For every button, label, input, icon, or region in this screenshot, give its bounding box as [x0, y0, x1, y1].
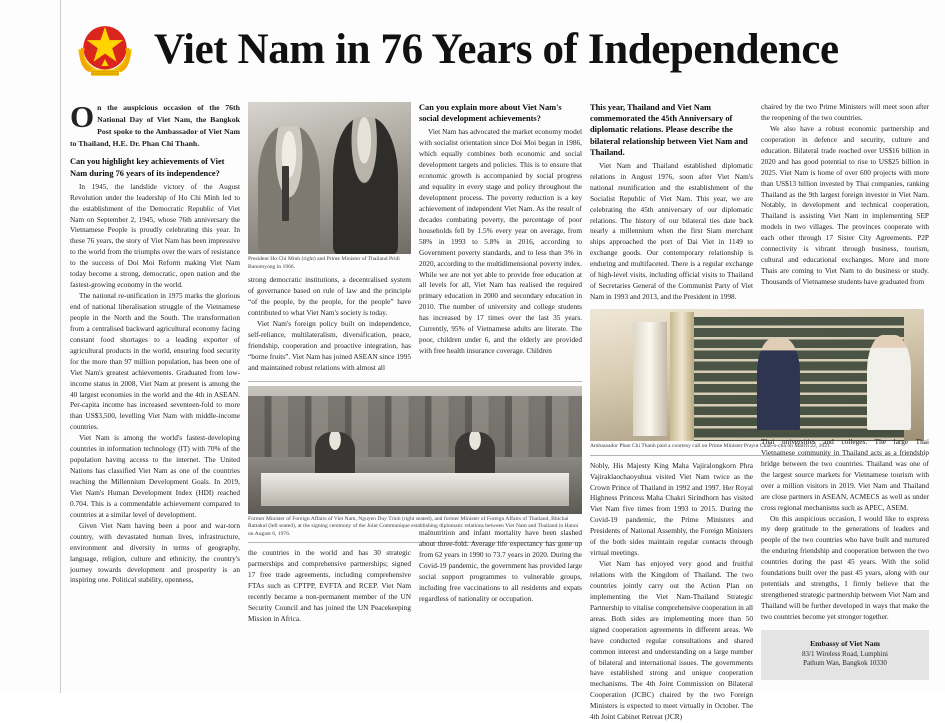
paragraph: the countries in the world and has 30 strategic partnerships and comprehensive partnerships; signed 17 free trade agreements, including comprehensive FTAs such as CPTPP, EVFTA and RCEP. Viet Nam recently became a non-permanent member of the UN Security Council and has joined the UN Peacekeeping Mission in Africa. — [248, 548, 411, 624]
embassy-address-line-1: 83/1 Wireless Road, Lumphini — [802, 649, 888, 658]
paragraph: The national re-unification in 1975 marks the glorious end of national liberalisation struggle of the Vietnamese people in the North and the South. The transformation from a centralised backward agricultural economy facing constant food shortages to a leading exporter of agricultural products in the world, ensuring food security for the more than 97 million population, has been one of Viet Nam's greatest achievements. Graduated from low-income status in 2008, Viet Nam at present is among the 40 largest economies in the world and the 4th in ASEAN. Per-capita income has increased seventeen-fold to more than US$3,500, levelling Viet Nam with middle-income countries. — [70, 291, 240, 432]
column-4 — [590, 102, 832, 722]
embassy-address-line-2: Pathum Wan, Bangkok 10330 — [803, 659, 887, 668]
figure-ho-chi-minh-pridi — [248, 102, 411, 271]
question-heading-3: This year, Thailand and Viet Nam commemorated the 45th Anniversary of diplomatic relations. Please describe the bilateral relationship between Viet Nam and Thailand. — [590, 103, 748, 157]
question-heading-1: Can you highlight key achievements of Viet Nam during 76 years of its independence? — [70, 157, 225, 178]
paragraph: malnutrition and infant mortality have been slashed about three-fold. Average life expectancy has gone up from 62 years in 1990 to 73.7 years in 2020. During the Covid-19 pandemic, the government has provided large social support programmes to vulnerable groups, including free vaccinations to all residents and expats regardless of nationality or occupation. — [419, 528, 582, 603]
vietnam-national-emblem-icon — [70, 17, 140, 87]
embassy-name: Embassy of Viet Nam — [810, 638, 880, 648]
intro-text: n the auspicious occasion of the 76th National Day of Viet Nam, the Bangkok Post spoke to the Ambassador of Viet Nam to Thailand, H.E. Dr. Phan Chi Thanh. — [70, 103, 240, 148]
column-3 — [419, 102, 582, 690]
paragraph: On this auspicious occasion, I would like to express my deep gratitude to the generations of leaders and people of the two countries who have built and nurtured the enduring friendship and cooperation between the two countries during the past 45 years. With the solid foundations built over the past 45 years, along with our potentials and strengths, I firmly believe that the strengthened strategic partnership between Viet Nam and Thailand will be further developed in ways that make the two countries become yet stronger together. — [761, 513, 929, 621]
paragraph: chaired by the two Prime Ministers will meet soon after the reopening of the two countries. — [761, 102, 929, 122]
paragraph: Viet Nam has advocated the market economy model with socialist orientation since Doi Moi began in 1986, which equally combines both economic and social development targets and policies. This is to ensure that economic growth is accompanied by social progress and equality in every stage and policy throughout the development process. The poverty reduction is a key achievement of independent Viet Nam. As the result of decades combating poverty, the percentage of poor households fell by 1.5% every year on average, from 58% in 1993 to 5.8% in 2016, according to Government poverty standards, and to less than 3% in 2020, according to the multidimensional poverty index. While we are not yet able to provide free education at all levels for all, Viet Nam has realised the required primary education in 2000 and secondary education in 2010. The number of university and college students has increased by 17 times over the last 35 years. Currently, 95% of Vietnamese adults are literate. The poor, children under 6, and the elderly are provided with free health insurance coverage. Children — [419, 127, 582, 356]
paragraph: We also have a robust economic partnership and cooperation in defence and security, culture and education. Bilateral trade reached over US$16 billion in 2020 and has good potential to rise to US$25 billion in 2025. Viet Nam is home of over 600 projects with more than US$13 billion invested by Thai companies, ranking Thailand as the 9th largest foreign investor in Viet Nam. Notably, in development and technical cooperation, Thailand is assisting Viet Nam in implementing SEP models in two villages. The provinces cooperate with each other through 17 Sister City Agreements. P2P connectivity is vibrant through business, tourism, cultural and educational exchanges. More and more Thais are coming to Viet Nam to do business or study. Thousands of Vietnamese students have graduated from — [761, 123, 929, 286]
masthead — [8, 4, 937, 102]
column-1 — [70, 99, 240, 690]
paragraph: Viet Nam has enjoyed very good and fruitful relations with the Kingdom of Thailand. The two countries jointly carry out the Action Plan on implementing the Viet Nam-Thailand Strategic Partnership to vitalise comprehensive cooperation in all areas. Both sides are implementing more than 50 signed cooperation agreements in different areas. We have conducted regular consultations and shared common interest and understanding on a large number of bilateral and international issues. The governments have established strong and unique cooperation mechanisms. The 4th Joint Commission on Bilateral Cooperation (JCBC) chaired by the two Foreign Ministers is expected to meet virtually in October. The 4th Joint Cabinet Retreat (JCR) — [590, 559, 753, 722]
paragraph: Given Viet Nam having been a poor and war-torn country, with devastated human lives, infrastructure, environment and diversity in terms of geography, language, religion, culture and ethnicity, the country's journey towards development and prosperity is an inspiring one. Political stability, openness, — [70, 520, 240, 585]
photo-ho-chi-minh-pridi — [248, 102, 411, 254]
drop-cap: O — [70, 99, 95, 134]
embassy-contact-box — [761, 630, 929, 681]
article-columns — [8, 99, 937, 722]
paragraph: Nobly, His Majesty King Maha Vajiralongkorn Phra Vajiraklaochaoyuhua visited Viet Nam twice as the Crown Prince of Thailand in 1992 and 1997. Her Royal Highness Princess Maha Chakri Sirindhorn has visited Viet Nam five times from 1993 to 2015. During the Covid-19 pandemic, the Prime Ministers and Presidents of National Assembly, the Foreign Ministers of the both sides maintain regular contacts through virtual meetings. — [590, 460, 753, 558]
article-intro — [70, 99, 240, 149]
paragraph: Viet Nam and Thailand established diplomatic relations in August 1976, soon after Viet Nam's national reunification and the establishment of the Socialist Republic of Viet Nam. This year, we are celebrating the 45th anniversary of our diplomatic relations. The history of our bilateral ties date back nearly a millennium when the first Siam merchant ships approached the port of Dai Viet in 1149 to exchange goods. Our contemporary relationship is enduring and multifaceted. There is a regular exchange of high-level visits, including official visits to Thailand of Secretaries General of the Communist Party of Viet Nam in 1993 and 2013, and the President in 1998. — [590, 160, 753, 302]
photo-caption: Ambassador Phan Chi Thanh paid a courtesy call on Prime Minister Prayut Chan-o-cha on March 22, 2021. — [590, 441, 924, 456]
question-heading-2: Can you explain more about Viet Nam's social development achievements? — [419, 103, 562, 124]
paragraph: Viet Nam is among the world's fastest-developing countries in information technology (IT) with 70% of the population having access to the internet. The United Nations has classified Viet Nam as one of the countries reaching the Millennium Development Goals. In 2019, Viet Nam's Human Development Index (HDI) reached 0.704. This is a commendable achievement compared to countries at a similar level of development. — [70, 433, 240, 519]
paragraph: Viet Nam's foreign policy built on independence, self-reliance, multilateralism, diversification, peace, friendship, cooperation and proactive integration, has “borne fruits”. Viet Nam has joined ASEAN since 1995 and maintained robust relations with almost all — [248, 318, 411, 372]
photo-caption: President Ho Chi Minh (right) and Prime Minister of Thailand Pridi Banomyong in 1966. — [248, 256, 400, 270]
photo-caption: Former Minister of Foreign Affairs of Viet Nam, Nguyen Duy Trinh (right seated), and former Minister of Foreign Affairs of Thailand, Bhichai Rattakul (left seated), at the signing ceremony of the Joint Communique establishing diplomatic relations between Viet Nam and Thailand in Hanoi on August 6, 1976. — [248, 514, 582, 544]
column-5 — [761, 102, 929, 690]
paragraph: strong democratic institutions, a decentralised system of governance based on rule of law and the principle “of the people, by the people, for the people” have contributed to what Viet Nam's society is today. — [248, 275, 411, 317]
paragraph: In 1945, the landslide victory of the August Revolution under the leadership of Ho Chi Minh led to the establishment of the Democratic Republic of Viet Nam on September 2, 1945, whose 76th anniversary the Vietnamese People is proudly celebrating this year. In these 76 years, the story of Viet Nam has been impressive to the world from the triumphs over the wars of resistance to the success of Doi Moi Reform making Viet Nam today become a strong, democratic, open nation and the fastest-growing economy in the world. — [70, 181, 240, 290]
paragraph: Thai universities and colleges. The large Thai Vietnamese community in Thailand acts as a friendship bridge between the two countries. Thailand was one of the largest source markets for Vietnamese tourism with over a million visitors in 2019. Viet Nam and Thailand are close partners in ASEAN, ACMECS as well as under cross regional mechanisms such as APEC, ASEM. — [761, 436, 929, 512]
page-headline: Viet Nam in 76 Years of Independence — [154, 25, 839, 73]
